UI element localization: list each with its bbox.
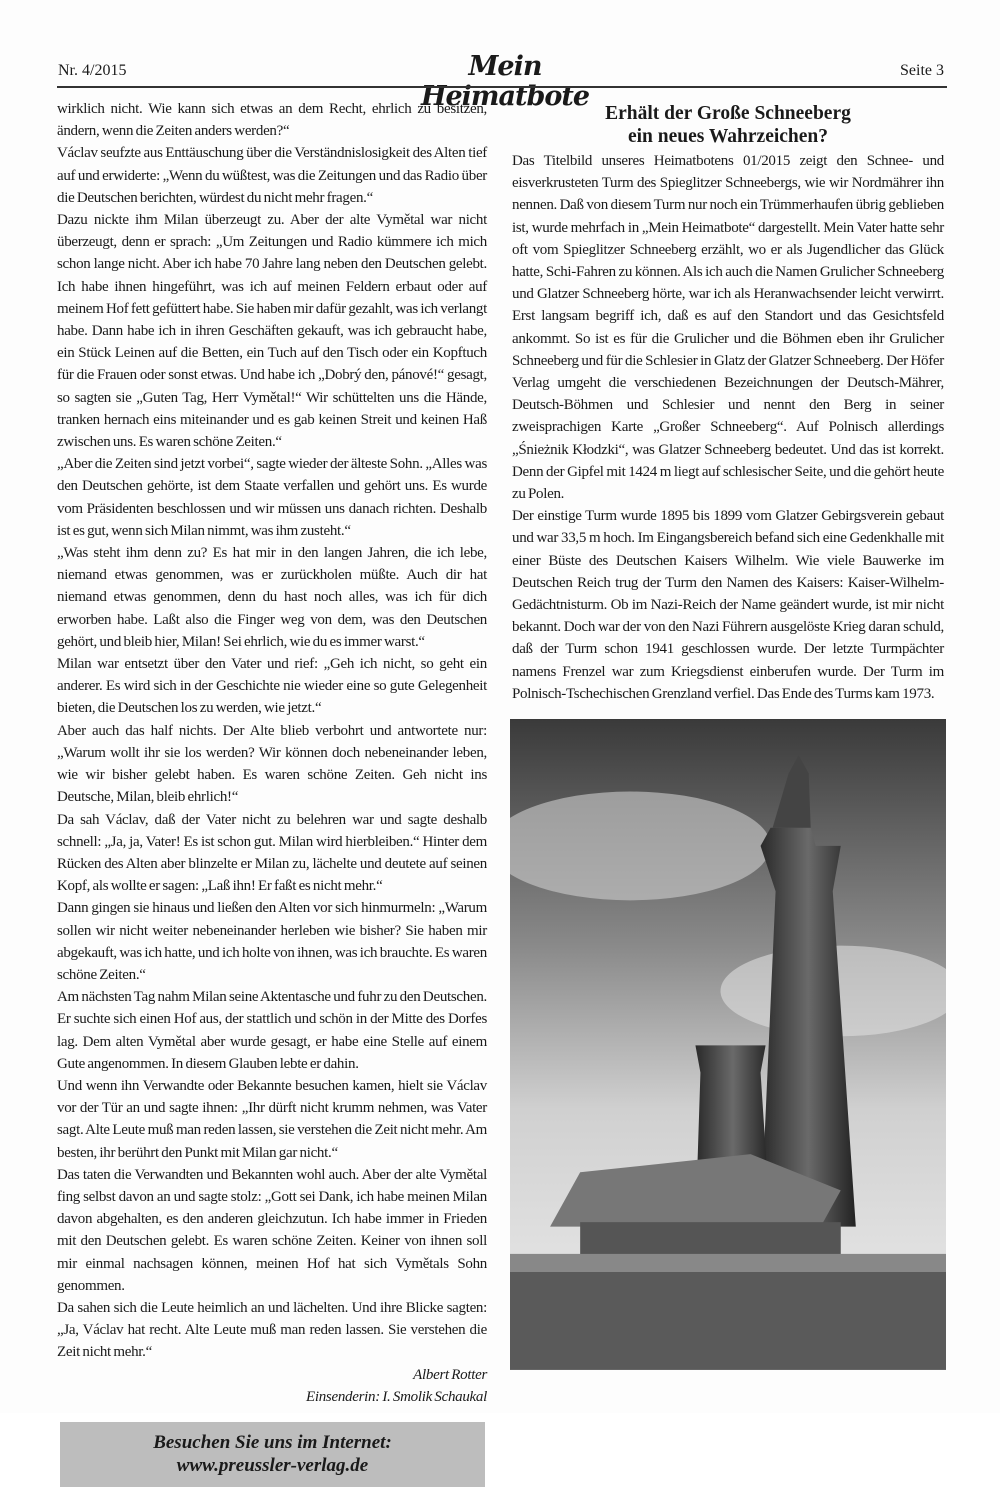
- paragraph: Aber auch das half nichts. Der Alte blieb verbohrt und antwortete nur: „Warum wollt ihr sie los werden? Wir können doch nebeneinander leben, wie wir bisher gelebt haben. Es waren schöne Zeiten. Geh nicht ins Deutsche, Milan, bleib ehrlich!“: [57, 722, 487, 806]
- story-column: [57, 98, 487, 1408]
- paragraph: Dann gingen sie hinaus und ließen den Alten vor sich hinmurmeln: „Warum sollen wir nicht weiter nebeneinander herleben wie bisher? Sie haben mir abgekauft, was ich hatte, und ich holte von ihnen, was ich brauchte. Es waren schöne Zeiten.“: [57, 900, 487, 983]
- promo-text: Besuchen Sie uns im Internet:: [153, 1431, 392, 1453]
- left-column: [57, 98, 487, 1487]
- paragraph: Da sahen sich die Leute heimlich an und lächelten. Und ihre Blicke sagten: „Ja, Václav hat recht. Alte Leute muß man reden lassen. Sie verstehen die Zeit nicht mehr.“: [57, 1299, 487, 1361]
- masthead-logo: Mein Heimatbote: [420, 51, 590, 112]
- paragraph: wirklich nicht. Wie kann sich etwas an dem Recht, ehrlich zu besitzen, ändern, wenn die Zeiten anders werden?“: [57, 101, 487, 140]
- title-line: Erhält der Große Schneeberg: [605, 103, 851, 124]
- meadow: [510, 1263, 946, 1370]
- paragraph: Und wenn ihn Verwandte oder Bekannte besuchen kamen, hielt sie Václav vor der Tür an und sagte ihnen: „Ihr dürft nicht krumm nehmen, was Vater sagt. Alte Leute muß man reden lassen, sie verstehen die Zeit nicht mehr. Am besten, ihr berührt den Punkt mit Milan gar nicht.“: [57, 1077, 487, 1161]
- paragraph: „Was steht ihm denn zu? Es hat mir in den langen Jahren, die ich lebe, niemand etwas genommen, was er zurückholen müßte. Auch dir hat niemand etwas genommen, denn du hast noch alles, was ich für dich erworben habe. Laßt also die Finger weg von dem, was den Deutschen gehört, und bleib hier, Milan! Sei ehrlich, wie du es immer warst.“: [57, 545, 487, 650]
- tower-photo: [510, 719, 946, 1370]
- article-title: [512, 102, 944, 148]
- paragraph: Der einstige Turm wurde 1895 bis 1899 vom Glatzer Gebirgsverein gebaut und war 33,5 m hoch. Im Eingangsbereich befand sich eine Gedenkhalle mit einer Büste des Deutschen Kaisers Wilhelm. Wie viele Bauwerke im Deutschen Reich trug der Turm den Namen des Kaisers: Kaiser-Wilhelm-Gedächtnisturm. Ob im Nazi-Reich der Name geändert wurde, ist mir nicht bekannt. Doch war der von den Nazi Führern ausgelöste Krieg daran schuld, daß der Turm schon 1941 geschlossen wurde. Der letzte Turmpächter namens Frenzel war zum Kriegsdienst einberufen wurde. Der Turm im Polnisch-Tschechischen Grenzland verfiel. Das Ende des Turms kam 1973.: [512, 508, 944, 702]
- website-promo: [60, 1422, 485, 1487]
- paragraph: „Aber die Zeiten sind jetzt vorbei“, sagte wieder der älteste Sohn. „Alles was den Deutschen gehörte, ist dem Staate verfallen und gehört uns. Es wurde vom Präsidenten beschlossen und wir müssen uns danach richten. Deshalb ist es gut, wenn sich Milan nimmt, was ihm zusteht.“: [57, 456, 487, 539]
- title-line: ein neues Wahrzeichen?: [627, 126, 829, 147]
- paragraph: Das Titelbild unseres Heimatbotens 01/2015 zeigt den Schnee- und eisverkrusteten Turm des Spieglitzer Schneebergs, wie wir Nordmährer ihn nennen. Daß von diesem Turm nur noch ein Trümmerhaufen übrig geblieben ist, wurde mehrfach in „Mein Heimatbote“ dargestellt. Mein Vater hatte sehr oft vom Spieglitzer Schneeberg erzählt, wo er als Jugendlicher das Glück hatte, Schi-Fahren zu können. Als ich auch die Namen Grulicher Schneeberg und Glatzer Schneeberg hörte, war ich als Heranwachsender leicht verwirrt. Erst langsam begriff ich, daß es auf den Standort und das Gesichtsfeld ankommt. So ist es für die Grulicher und die Böhmen eben ihr Grulicher Schneeberg und für die Schlesier in Glatz der Glatzer Schneeberg. Der Höfer Verlag umgeht die verschiedenen Bezeichnungen der Deutsch-Mährer, Deutsch-Böhmen und Schlesier und nennt den Berg in seiner zweisprachigen Karte „Großer Schneeberg“. Auf Polnisch allerdings „Śnieżnik Kłodzki“, was Glatzer Schneeberg bedeutet. Und das ist korrekt. Denn der Gipfel mit 1424 m liegt auf schlesischer Seite, und die gehört heute zu Polen.: [512, 153, 944, 503]
- paragraph: Václav seufzte aus Enttäuschung über die Verständnislosigkeit des Alten tief auf und erwiderte: „Wenn du wüßtest, was die Zeitungen und das Radio über die Deutschen berichten, würdest du nicht mehr fragen.“: [57, 145, 487, 206]
- article-body: [512, 150, 944, 705]
- issue-number: Nr. 4/2015: [58, 62, 127, 79]
- paragraph: Am nächsten Tag nahm Milan seine Aktentasche und fuhr zu den Deutschen. Er suchte sich einen Hof aus, der stattlich und schön in der Mitte des Dorfes lag. Dem alten Vymětal aber wurde gesagt, er habe eine Stelle auf einem Gute angenommen. In diesem Glauben lebte er dahin.: [57, 989, 487, 1072]
- paragraph: Dazu nickte ihm Milan überzeugt zu. Aber der alte Vymětal war nicht überzeugt, denn er sprach: „Um Zeitungen und Radio kümmere ich mich schon lange nicht. Aber ich habe 70 Jahre lang neben den Deutschen gelebt. Ich habe ihnen hingeführt, was ich auf meinen Feldern erbaut oder auf meinem Hof fett gefüttert habe. Sie haben mir dafür gezahlt, was ich verlangt habe. Dann habe ich in ihren Geschäften gekauft, was ich gebraucht habe, ein Stück Leinen auf die Betten, ein Tuch auf den Tisch oder ein Kopftuch für die Frauen oder sonst etwas. Und habe ich „Dobrý den, pánové!“ gesagt, so sagten sie „Guten Tag, Herr Vymětal!“ Wir schüttelten uns die Hände, tranken hernach eins miteinander und es gab keinen Streit und keinen Haß zwischen uns. Es waren schöne Zeiten.“: [57, 212, 487, 451]
- author: Albert Rotter: [413, 1366, 487, 1383]
- submitter: Einsenderin: I. Smolik Schaukal: [306, 1388, 487, 1405]
- website-link[interactable]: www.preussler-verlag.de: [176, 1454, 369, 1476]
- header-rule: [57, 86, 947, 88]
- paragraph: Da sah Václav, daß der Vater nicht zu belehren war und sagte deshalb schnell: „Ja, ja, Vater! Es ist schon gut. Milan wird hierbleiben.“ Hinter dem Rücken des Alten aber blinzelte er Milan zu, lächelte und deutete auf seinen Kopf, als wollte er sagen: „Laß ihn! Er faßt es nicht mehr.“: [57, 811, 487, 895]
- paragraph: Das taten die Verwandten und Bekannten wohl auch. Aber der alte Vymětal fing selbst davon an und sagte stolz: „Gott sei Dank, ich habe meinen Milan davon abgehalten, es den anderen gleichzutun. Ich habe immer in Frieden mit den Deutschen gelebt. Es waren schöne Zeiten. Keiner von ihnen soll mir einmal nachsagen können, meinen Hof hat sich Vymětals Sohn genommen.: [57, 1166, 487, 1294]
- meadow-edge: [510, 1254, 946, 1272]
- page-number: Seite 3: [900, 62, 944, 79]
- paragraph: Milan war entsetzt über den Vater und rief: „Geh ich nicht, so geht ein anderer. Es wird sich in der Geschichte nie wieder eine so gute Gelegenheit bieten, die Deutschen los zu werden, wie jetzt.“: [57, 656, 487, 717]
- right-column: [510, 102, 946, 1370]
